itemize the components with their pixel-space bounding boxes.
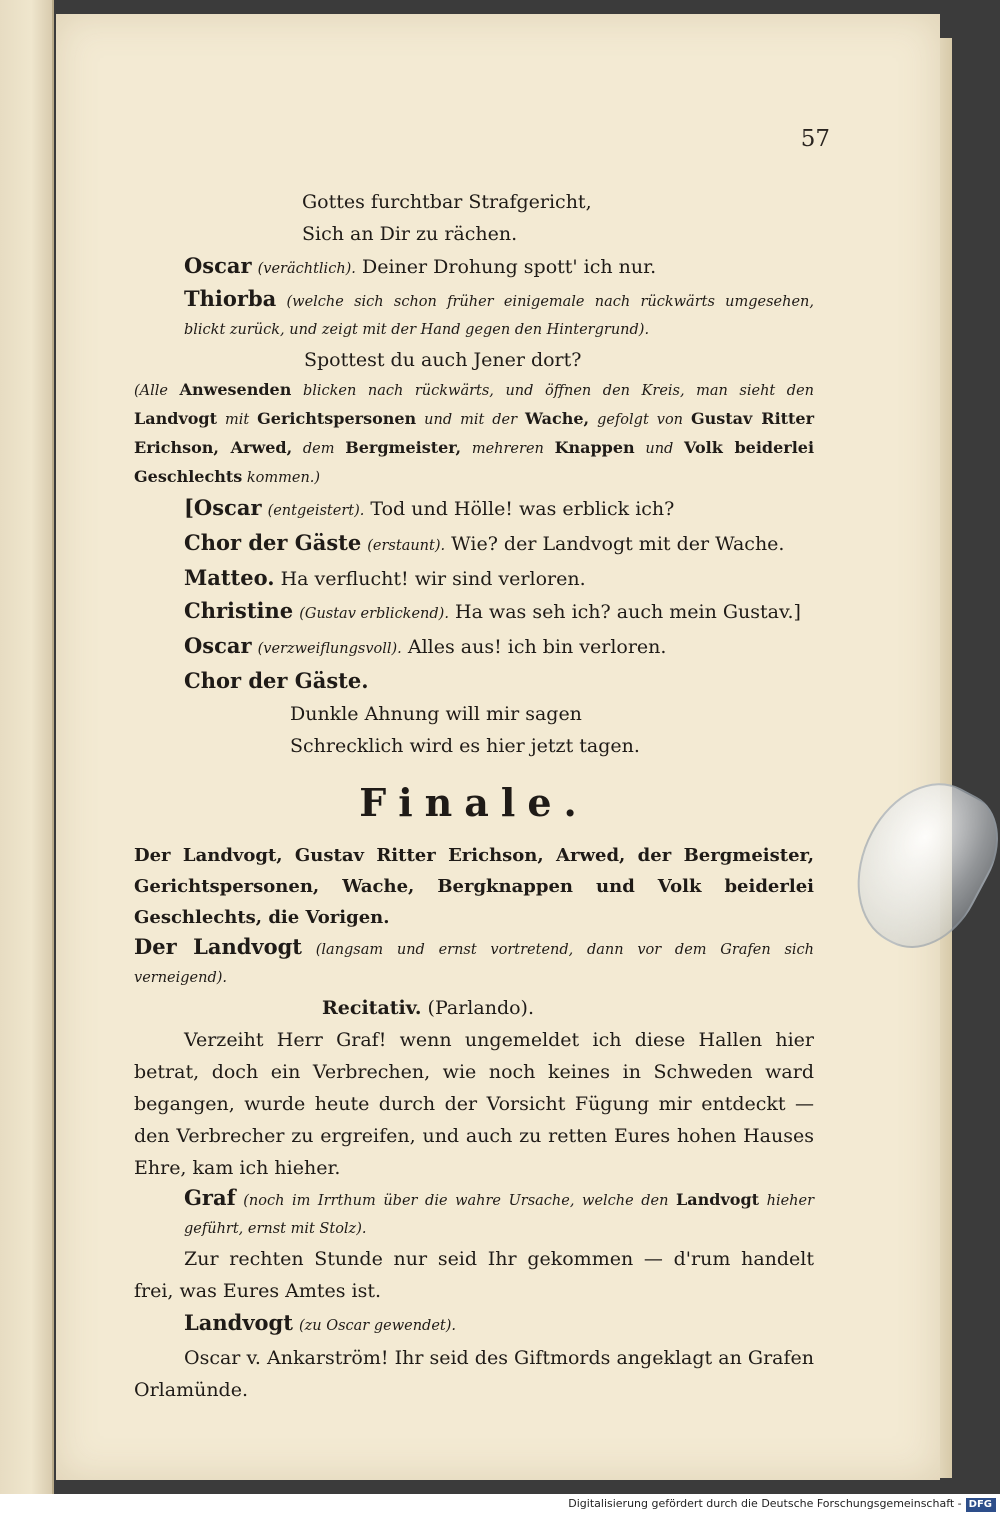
dialogue-paragraph: Zur rechten Stunde nur seid Ihr gekommen — d'rum handelt frei, was Eures Amtes ist.	[134, 1248, 814, 1302]
speaker-name: Thiorba	[184, 286, 277, 311]
role-name: Landvogt	[676, 1190, 760, 1209]
verse-line: Schrecklich wird es hier jetzt tagen.	[290, 735, 640, 757]
stage-direction: (noch im Irrthum über die wahre Ursache, welche den	[243, 1193, 669, 1209]
stage-direction: (zu Oscar gewendet).	[298, 1318, 456, 1334]
recitativ-label: Recitativ.	[322, 997, 422, 1019]
stage-direction: (verächtlich).	[257, 261, 356, 277]
dialogue-text: Ha was seh ich? auch mein Gustav.]	[455, 601, 801, 623]
dialogue-line	[134, 665, 814, 698]
stage-text: und	[645, 441, 674, 457]
dialogue-paragraph: Verzeiht Herr Graf! wenn ungemeldet ich diese Hallen hier betrat, doch ein Verbrechen, wie noch keines in Schweden ward begangen, wurde heute durch der Vorsicht Fügung mir entdeckt — den Verbrecher zu ergreifen, und auch zu retten Eures hohen Hauses Ehre, kam ich hieher.	[134, 1029, 814, 1179]
verse-line: Gottes furchtbar Strafgericht,	[302, 191, 592, 213]
speaker-name: [Oscar	[184, 495, 262, 520]
dialogue-line	[134, 630, 814, 665]
stage-direction-block	[134, 376, 814, 492]
dialogue-line	[134, 285, 814, 344]
stage-text: (Alle	[134, 383, 168, 399]
verse-line: Dunkle Ahnung will mir sagen	[290, 703, 582, 725]
finale-heading: Finale.	[359, 780, 589, 825]
verse-line: Sich an Dir zu rächen.	[302, 223, 518, 245]
cast-list: Der Landvogt, Gustav Ritter Erichson, Arwed, der Bergmeister, Gerichtspersonen, Wache, Bergknappen und Volk beiderlei Geschlechts, die Vorigen.	[134, 845, 814, 928]
dialogue-paragraph: Oscar v. Ankarström! Ihr seid des Giftmords angeklagt an Grafen Orlamünde.	[134, 1347, 814, 1401]
dialogue-line	[134, 492, 814, 527]
page-text	[134, 186, 814, 1406]
dfg-logo: DFG	[966, 1498, 996, 1512]
previous-page-edge	[0, 0, 54, 1494]
speaker-name: Chor der Gäste.	[184, 668, 369, 693]
footer-bar	[0, 1494, 1000, 1514]
dialogue-line	[134, 562, 814, 595]
stage-text: und mit der	[424, 412, 518, 428]
dialogue-text: Deiner Drohung spott' ich nur.	[361, 256, 657, 278]
page-number: 57	[800, 126, 830, 152]
dialogue-text: Ha verflucht! wir sind verloren.	[280, 568, 586, 590]
dialogue-text: Alles aus! ich bin verloren.	[407, 636, 667, 658]
stage-direction: (erstaunt).	[367, 538, 446, 554]
dialogue-line	[134, 527, 814, 562]
stage-direction: hieher geführt, ernst mit Stolz).	[184, 1193, 815, 1237]
role-name: Landvogt	[134, 409, 217, 428]
dialogue-line	[134, 595, 814, 630]
stage-direction: (langsam und ernst vortretend, dann vor dem Grafen sich verneigend).	[134, 942, 815, 986]
stage-text: kommen.)	[246, 470, 321, 486]
role-name: Gerichtspersonen	[257, 409, 417, 428]
stage-direction: (entgeistert).	[267, 503, 365, 519]
speaker-name: Landvogt	[184, 1310, 293, 1335]
parlando-label: (Parlando).	[427, 997, 534, 1019]
role-name: Wache,	[525, 409, 590, 428]
stage-text: mehreren	[471, 441, 544, 457]
stage-direction: (Gustav erblickend).	[299, 606, 449, 622]
role-name: Volk beiderlei Geschlechts	[134, 438, 815, 486]
role-name: Gustav Ritter Erichson, Arwed,	[134, 409, 815, 457]
dialogue-line	[134, 250, 814, 285]
stage-direction: (verzweiflungsvoll).	[257, 641, 402, 657]
speaker-name: Christine	[184, 598, 294, 623]
verse-line: Spottest du auch Jener dort?	[304, 349, 582, 371]
speaker-name: Der Landvogt	[134, 934, 302, 959]
dialogue-line	[134, 1307, 814, 1342]
dialogue-line	[134, 1184, 814, 1243]
stage-text: dem	[302, 441, 335, 457]
stage-text: gefolgt von	[597, 412, 684, 428]
role-name: Anwesenden	[179, 380, 292, 399]
speaker-name: Oscar	[184, 633, 252, 658]
speaker-name: Graf	[184, 1185, 236, 1210]
recitativ-heading	[134, 992, 814, 1024]
speaker-name: Oscar	[184, 253, 252, 278]
funding-notice: Digitalisierung gefördert durch die Deutsche Forschungsgemeinschaft -	[568, 1497, 962, 1510]
stage-direction: (welche sich schon früher einigemale nach rückwärts umgesehen, blickt zurück, und zeigt mit der Hand gegen den Hintergrund).	[184, 294, 814, 338]
role-name: Bergmeister,	[345, 438, 462, 457]
speaker-name: Matteo.	[184, 565, 275, 590]
stage-text: mit	[224, 412, 250, 428]
role-name: Knappen	[554, 438, 635, 457]
stage-text: blicken nach rückwärts, und öffnen den Kreis, man sieht den	[302, 383, 815, 399]
dialogue-text: Wie? der Landvogt mit der Wache.	[451, 533, 785, 555]
dialogue-text: Tod und Hölle! was erblick ich?	[370, 498, 675, 520]
speaker-name: Chor der Gäste	[184, 530, 362, 555]
dialogue-line	[134, 933, 814, 992]
